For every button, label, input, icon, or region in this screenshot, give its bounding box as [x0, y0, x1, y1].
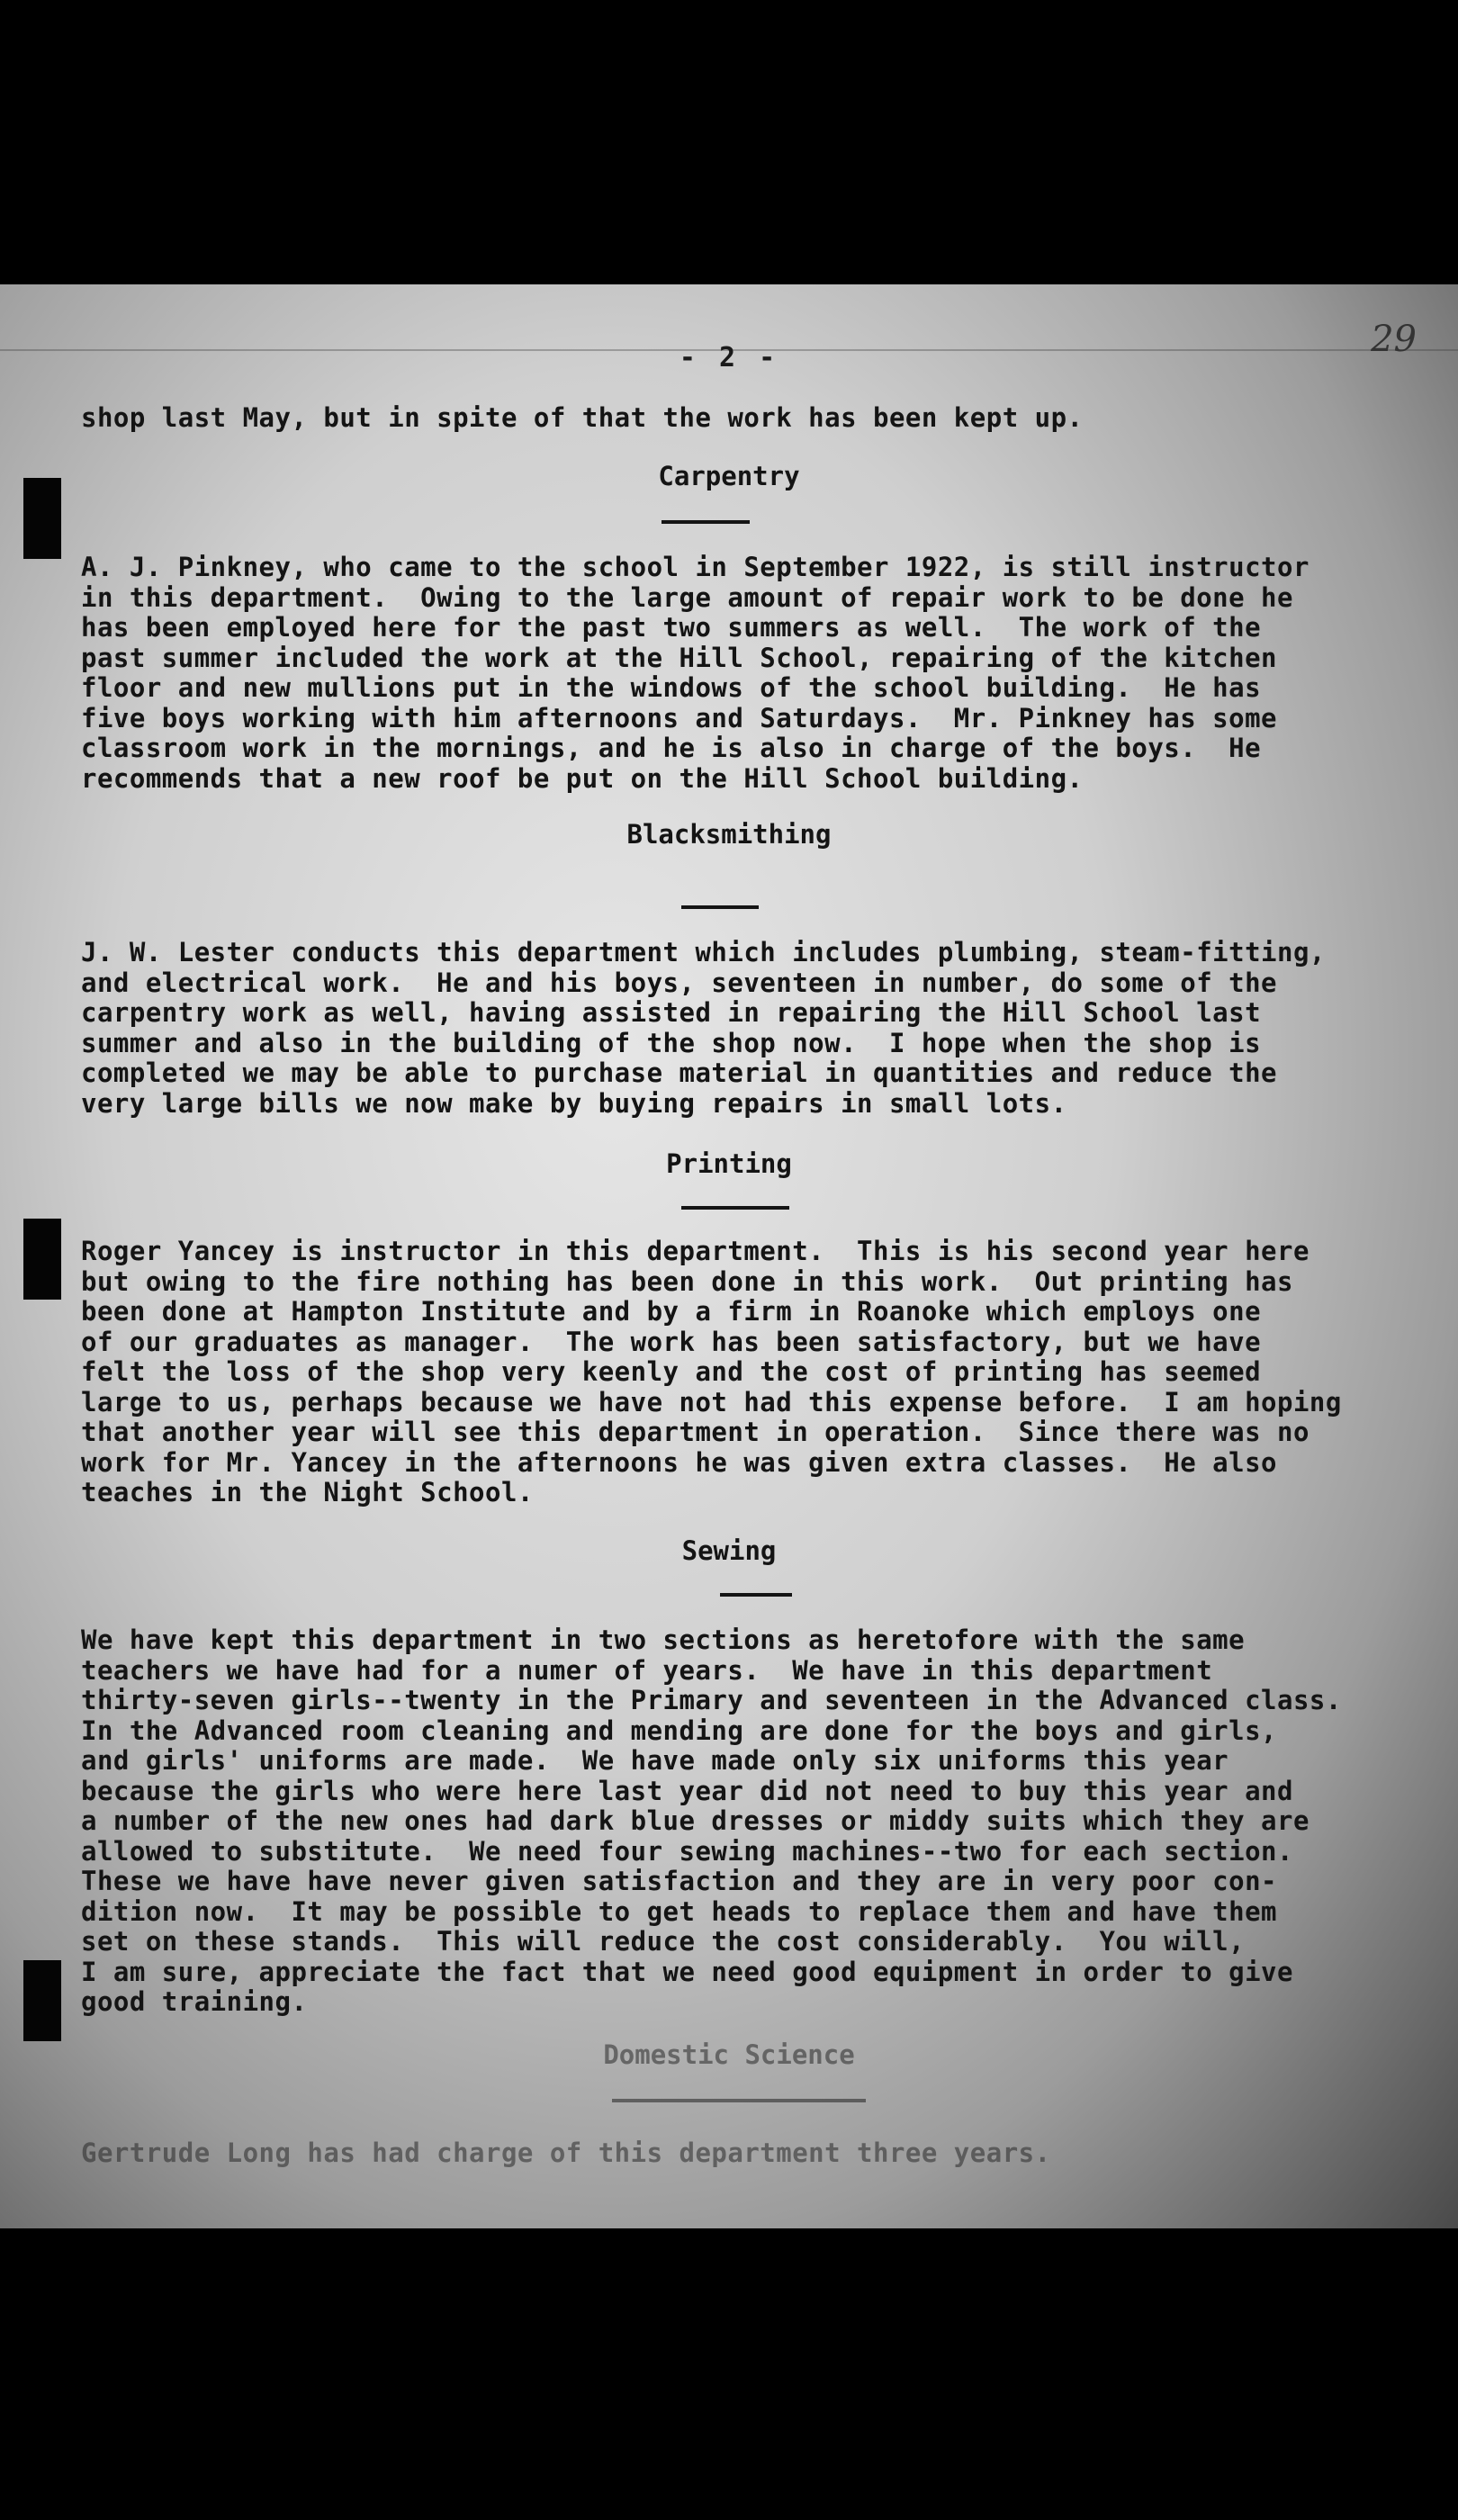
section-body-sewing [81, 1625, 1431, 2018]
text-line: five boys working with him afternoons and Saturdays. Mr. Pinkney has some [81, 702, 1278, 734]
page-number: - 2 - [679, 342, 779, 374]
text-line: carpentry work as well, having assisted in repairing the Hill School last [81, 997, 1262, 1028]
text-line: Roger Yancey is instructor in this department. This is his second year here [81, 1236, 1310, 1266]
heading-blacksmithing: Blacksmithing [626, 819, 832, 850]
heading-underline [681, 905, 759, 909]
text-line: good training. [81, 1986, 308, 2017]
text-line: that another year will see this department in operation. Since there was no [81, 1417, 1310, 1447]
text-line: and electrical work. He and his boys, seventeen in number, do some of the [81, 967, 1278, 998]
heading-underline [662, 520, 750, 524]
text-line: A. J. Pinkney, who came to the school in September 1922, is still instructor [81, 552, 1310, 582]
text-line: classroom work in the mornings, and he is also in charge of the boys. He [81, 733, 1262, 763]
document-page [0, 284, 1458, 2228]
section-body-printing [81, 1237, 1431, 1508]
text-line: allowed to substitute. We need four sewing machines--two for each section. [81, 1835, 1293, 1867]
intro-line: shop last May, but in spite of that the work has been kept up. [81, 402, 1084, 433]
text-line: a number of the new ones had dark blue dresses or middy suits which they are [81, 1805, 1310, 1836]
text-line: recommends that a new roof be put on the Hill School building. [81, 762, 1084, 794]
text-line: been done at Hampton Institute and by a firm in Roanoke which employs one [81, 1296, 1262, 1327]
text-line: These we have have never given satisfaction and they are in very poor con- [81, 1866, 1278, 1896]
text-line: felt the loss of the shop very keenly and the cost of printing has seemed [81, 1356, 1262, 1387]
text-line: in this department. Owing to the large amount of repair work to be done he [81, 581, 1293, 613]
heading-domestic-science: Domestic Science [603, 2039, 855, 2070]
text-line: completed we may be able to purchase material in quantities and reduce the [81, 1058, 1278, 1088]
heading-underline [681, 1206, 789, 1210]
text-line: summer and also in the building of the shop now. I hope when the shop is [81, 1027, 1262, 1058]
text-line: In the Advanced room cleaning and mending are done for the boys and girls, [81, 1714, 1278, 1746]
text-line: past summer included the work at the Hill School, repairing of the kitchen [81, 642, 1278, 673]
heading-sewing: Sewing [681, 1535, 777, 1566]
section-body-carpentry [81, 553, 1431, 794]
heading-underline [720, 1593, 792, 1597]
text-line: set on these stands. This will reduce the cost considerably. You will, [81, 1926, 1246, 1957]
binder-hole-mark [23, 1960, 61, 2041]
section-body-blacksmithing [81, 938, 1431, 1119]
text-line: work for Mr. Yancey in the afternoons he was given extra classes. He also [81, 1446, 1278, 1478]
text-line: has been employed here for the past two summers as well. The work of the [81, 612, 1262, 643]
text-line: very large bills we now make by buying repairs in small lots. [81, 1087, 1067, 1119]
text-line: thirty-seven girls--twenty in the Primary and seventeen in the Advanced class. [81, 1685, 1342, 1715]
text-line: large to us, perhaps because we have not had this expense before. I am hoping [81, 1386, 1342, 1418]
text-line: teaches in the Night School. [81, 1477, 534, 1508]
text-line: because the girls who were here last year did not need to buy this year and [81, 1775, 1293, 1806]
text-line: floor and new mullions put in the windows of the school building. He has [81, 672, 1262, 703]
text-line: We have kept this department in two sections as heretofore with the same [81, 1624, 1246, 1655]
text-line: of our graduates as manager. The work has been satisfactory, but we have [81, 1326, 1262, 1357]
text-line: and girls' uniforms are made. We have made only six uniforms this year [81, 1745, 1229, 1776]
text-line: I am sure, appreciate the fact that we need good equipment in order to give [81, 1956, 1293, 1987]
heading-carpentry: Carpentry [658, 461, 800, 491]
binder-hole-mark [23, 1219, 61, 1300]
text-line: teachers we have had for a numer of years. We have in this department [81, 1654, 1213, 1686]
text-line: Gertrude Long has had charge of this department three years. [81, 2138, 1051, 2168]
heading-printing: Printing [666, 1148, 792, 1179]
text-line: but owing to the fire nothing has been done in this work. Out printing has [81, 1265, 1293, 1297]
handwritten-page-number: 29 [1371, 319, 1417, 360]
text-line: dition now. It may be possible to get heads to replace them and have them [81, 1895, 1278, 1927]
heading-underline [612, 2099, 866, 2102]
text-line: J. W. Lester conducts this department which includes plumbing, steam-fitting, [81, 937, 1326, 968]
section-body-domestic-science [81, 2138, 1431, 2169]
